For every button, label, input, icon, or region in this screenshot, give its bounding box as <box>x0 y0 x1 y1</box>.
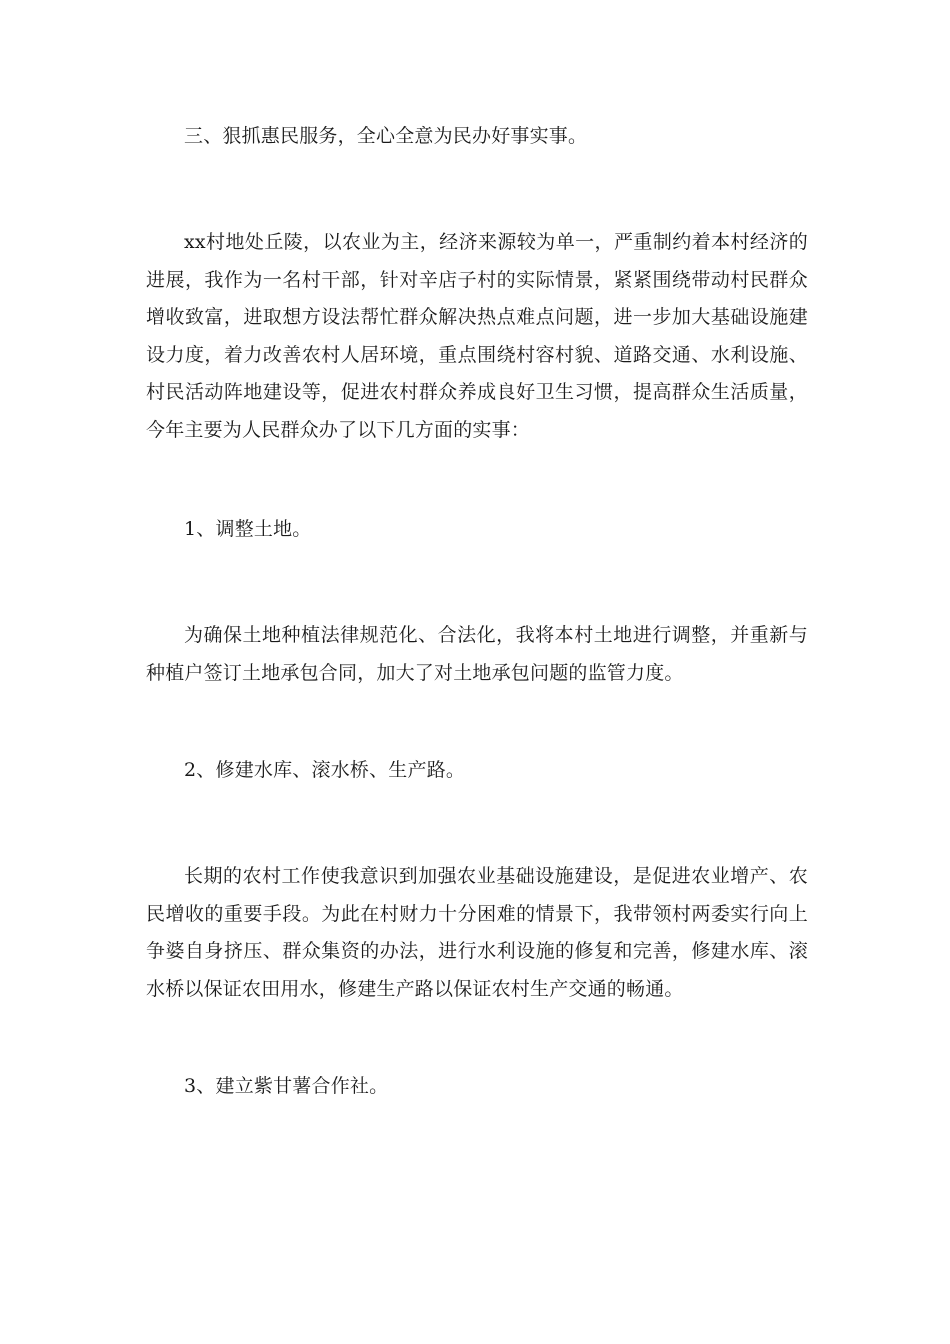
paragraph-land-adjustment: 为确保土地种植法律规范化、合法化，我将本村土地进行调整，并重新与种植户签订土地承包合同，加大了对土地承包问题的监管力度。 <box>146 624 808 684</box>
paragraph-infrastructure: 长期的农村工作使我意识到加强农业基础设施建设，是促进农业增产、农民增收的重要手段。为此在村财力十分困难的情景下，我带领村两委实行向上争婆自身挤压、群众集资的办法，进行水利设施的修复和完善，修建水库、滚水桥以保证农田用水，修建生产路以保证农村生产交通的畅通。 <box>146 865 808 1000</box>
item-heading-3: 3、建立紫甘薯合作社。 <box>184 1075 389 1097</box>
section-heading-3: 三、狠抓惠民服务，全心全意为民办好事实事。 <box>184 125 588 147</box>
paragraph-village-overview: xx村地处丘陵，以农业为主，经济来源较为单一，严重制约着本村经济的进展，我作为一名村干部，针对辛店子村的实际情景，紧紧围绕带动村民群众增收致富，进取想方设法帮忙群众解决热点难点问题，进一步加大基础设施建设力度，着力改善农村人居环境，重点围绕村容村貌、道路交通、水利设施、村民活动阵地建设等，促进农村群众养成良好卫生习惯，提高群众生活质量，今年主要为人民群众办了以下几方面的实事： <box>146 231 808 441</box>
item-heading-1: 1、调整土地。 <box>184 518 312 540</box>
item-heading-2: 2、修建水库、滚水桥、生产路。 <box>184 759 466 781</box>
